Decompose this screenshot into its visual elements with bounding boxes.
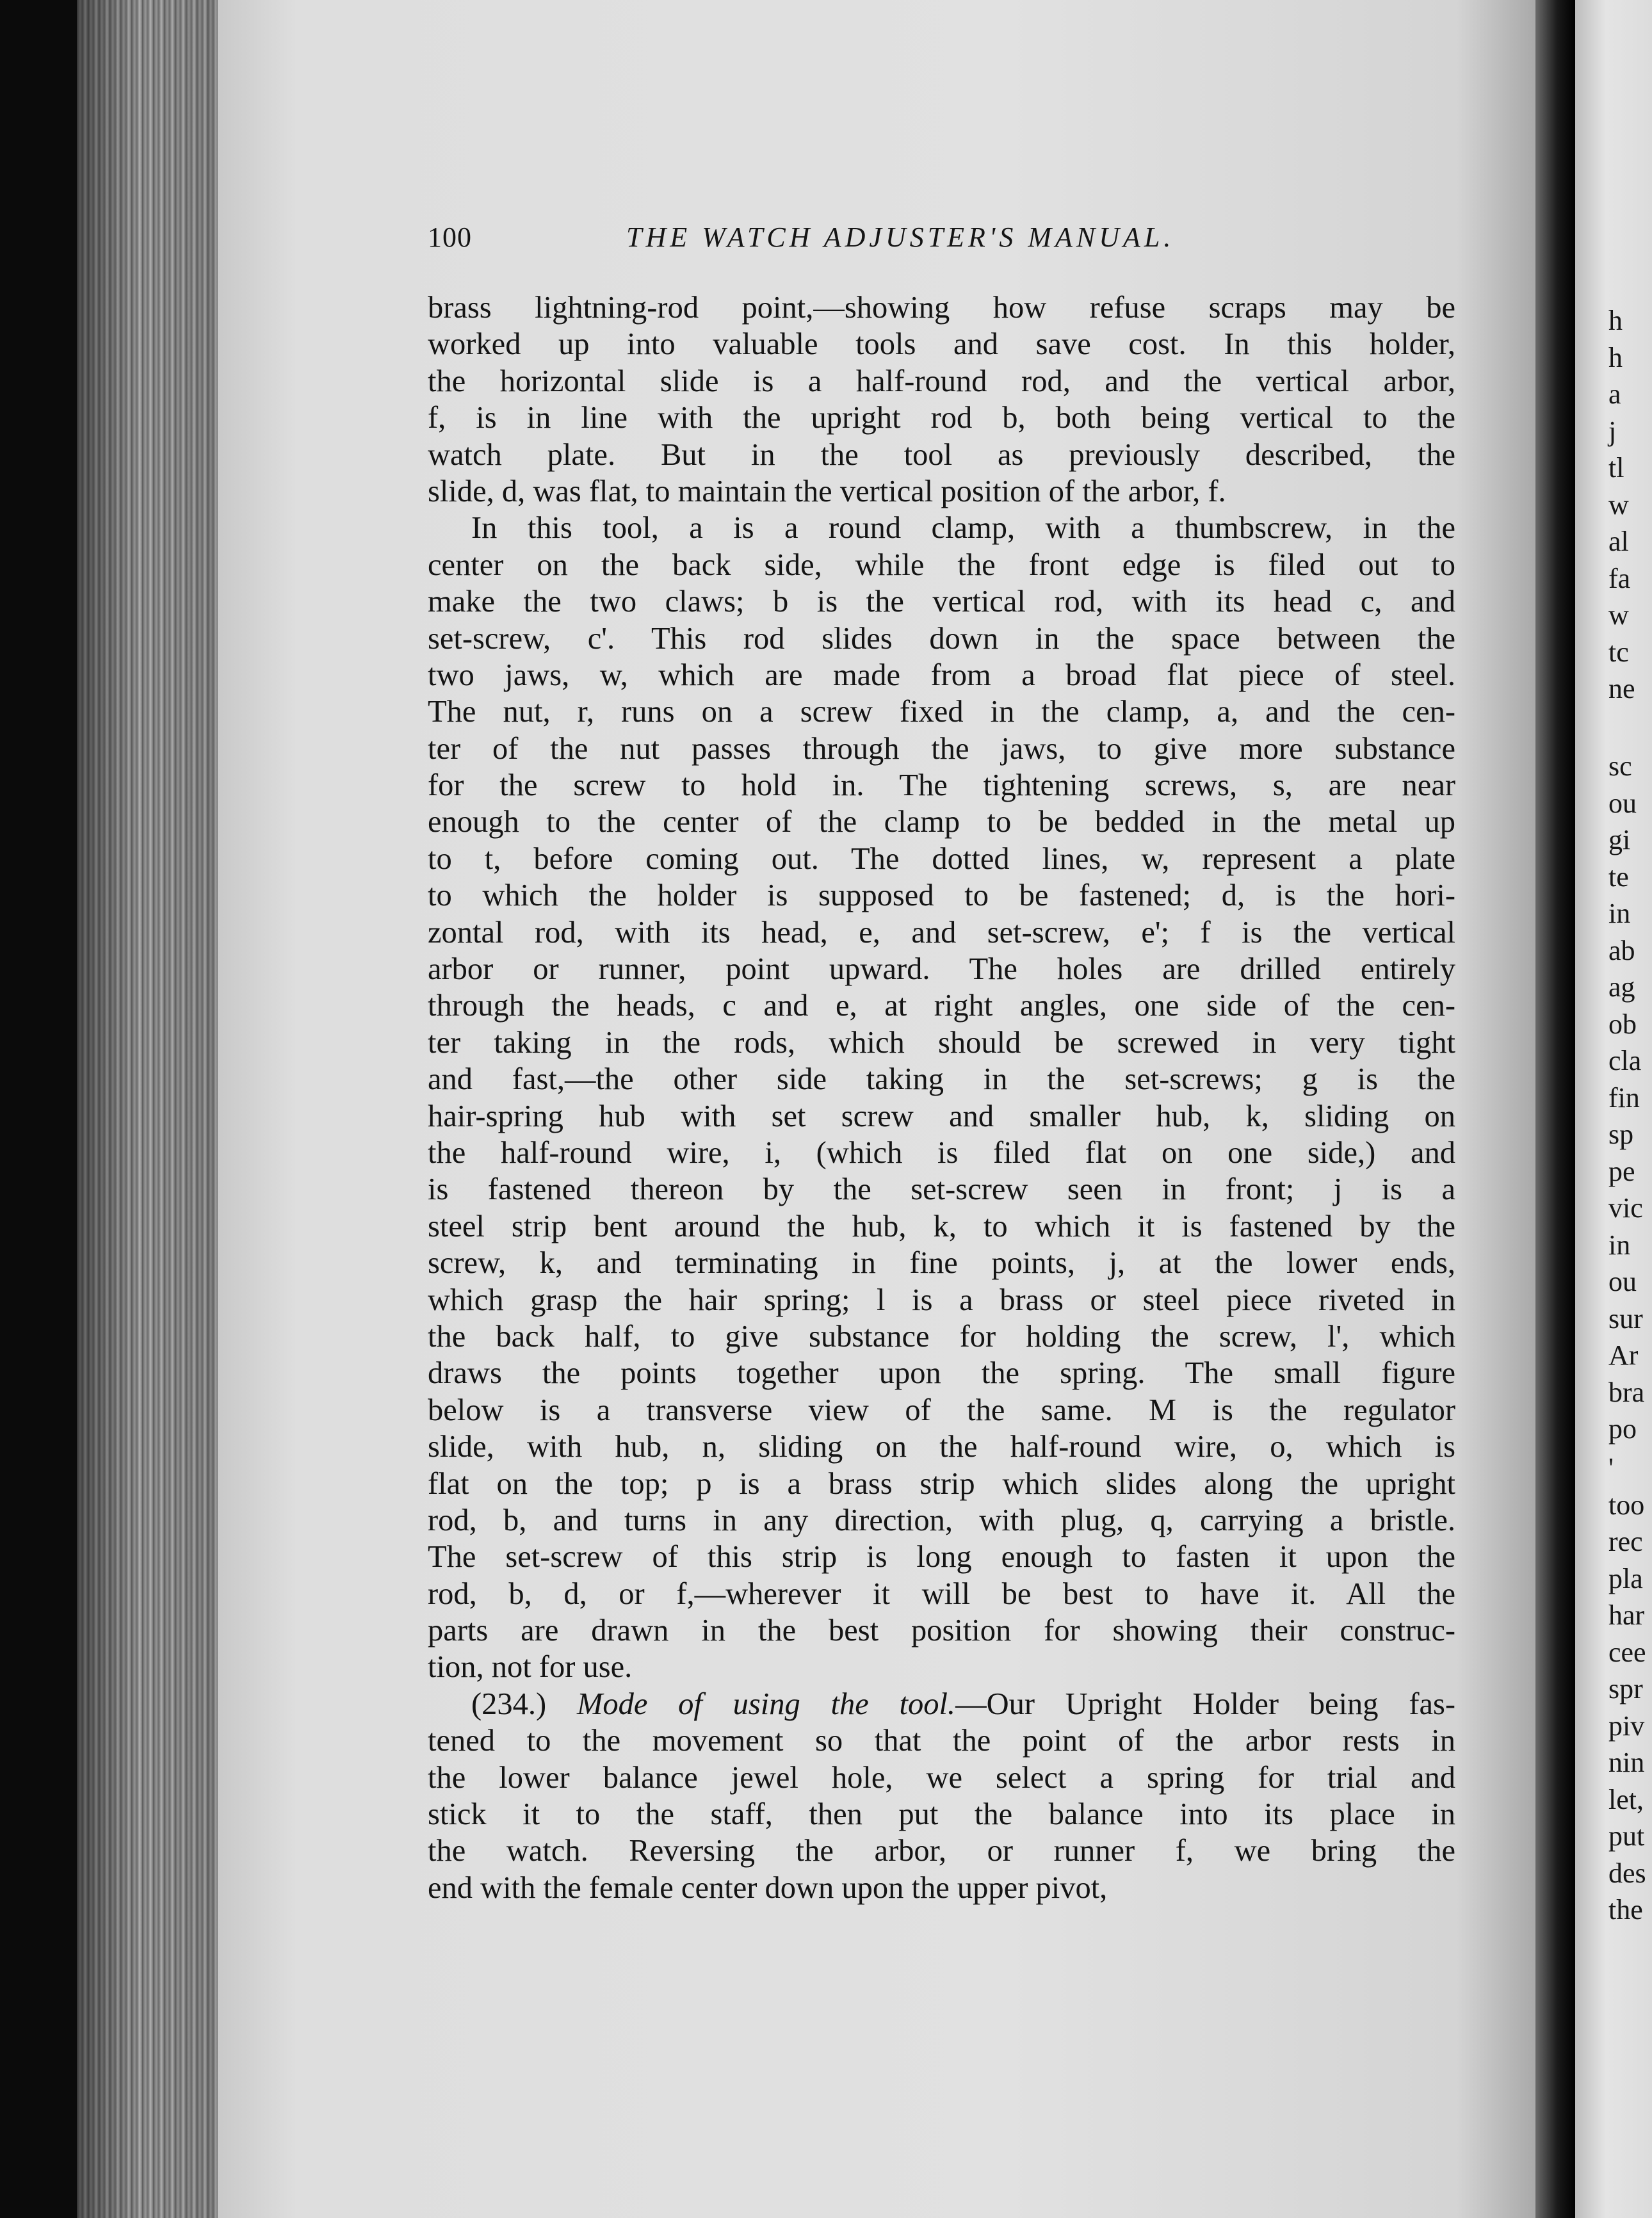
- text-line: set-screw, c'. This rod slides down in the space between the: [428, 621, 1455, 656]
- facing-page-fragments-top: [1608, 302, 1635, 708]
- facing-page-fragment: des: [1608, 1857, 1646, 1889]
- facing-page-fragment: in: [1608, 898, 1631, 929]
- facing-page-fragment: too: [1608, 1489, 1645, 1521]
- body-text: [428, 289, 1455, 1906]
- text-line: to t, before coming out. The dotted lines, w, represent a plate: [428, 841, 1455, 876]
- section-first-line-text: —Our Upright Holder being fas-: [955, 1687, 1456, 1721]
- text-line: tened to the movement so that the point of the arbor rests in: [428, 1724, 1455, 1758]
- text-line: arbor or runner, point upward. The holes are drilled entirely: [428, 952, 1455, 987]
- facing-page-fragment: cee: [1608, 1636, 1646, 1668]
- facing-page-fragment: pla: [1608, 1562, 1643, 1594]
- facing-page: [1575, 0, 1652, 2218]
- text-line: make the two claws; b is the vertical rod, with its head c, and: [428, 585, 1455, 619]
- text-line: the watch. Reversing the arbor, or runner f, we bring the: [428, 1834, 1455, 1868]
- facing-page-fragment: bra: [1608, 1376, 1645, 1408]
- facing-page-fragment: w: [1608, 599, 1629, 631]
- facing-page-fragment: tc: [1608, 636, 1629, 668]
- facing-page-fragment: vic: [1608, 1192, 1643, 1224]
- facing-page-fragment: fa: [1608, 562, 1631, 594]
- facing-page-fragment: pe: [1608, 1155, 1635, 1187]
- text-line: for the screw to hold in. The tightening screws, s, are near: [428, 768, 1455, 803]
- text-line: worked up into valuable tools and save cost. In this holder,: [428, 327, 1455, 362]
- facing-page-fragment: sp: [1608, 1119, 1634, 1150]
- running-head: [428, 221, 1464, 259]
- facing-page-fragment: nin: [1608, 1747, 1645, 1778]
- text-line: below is a transverse view of the same. M is the regulator: [428, 1393, 1455, 1427]
- section-first-line: [428, 1686, 1455, 1722]
- facing-page-fragment: sc: [1608, 750, 1632, 782]
- text-line: watch plate. But in the tool as previously described, the: [428, 437, 1455, 472]
- facing-page-fragment: rec: [1608, 1526, 1643, 1557]
- text-line: The nut, r, runs on a screw fixed in the clamp, a, and the cen-: [428, 695, 1455, 729]
- text-line: through the heads, c and e, at right angles, one side of the cen-: [428, 989, 1455, 1023]
- facing-page-fragment: al: [1608, 526, 1629, 557]
- facing-page-fragment: cla: [1608, 1045, 1642, 1076]
- facing-page-fragment: ou: [1608, 1266, 1637, 1297]
- section-heading: Mode of using the tool.: [576, 1687, 956, 1721]
- facing-page-fragment: j: [1608, 415, 1617, 447]
- text-line: end with the female center down upon the upper pivot,: [428, 1870, 1108, 1905]
- facing-page-fragment: piv: [1608, 1710, 1645, 1742]
- text-line: screw, k, and terminating in fine points, j, at the lower ends,: [428, 1246, 1455, 1281]
- text-line: rod, b, and turns in any direction, with plug, q, carrying a bristle.: [428, 1503, 1455, 1537]
- text-line: to which the holder is supposed to be fastened; d, is the hori-: [428, 878, 1455, 913]
- text-line: which grasp the hair spring; l is a brass or steel piece riveted in: [428, 1283, 1455, 1317]
- text-line: brass lightning-rod point,—showing how refuse scraps may be: [428, 291, 1455, 325]
- text-line: In this tool, a is a round clamp, with a thumbscrew, in the: [471, 511, 1455, 546]
- text-line: enough to the center of the clamp to be bedded in the metal up: [428, 805, 1455, 839]
- text-line: slide, d, was flat, to maintain the vertical position of the arbor, f.: [428, 474, 1226, 508]
- text-line: the lower balance jewel hole, we select a spring for trial and: [428, 1760, 1455, 1795]
- facing-page-fragment: ab: [1608, 934, 1635, 966]
- text-line: hair-spring hub with set screw and smaller hub, k, sliding on: [428, 1099, 1455, 1133]
- text-line: The set-screw of this strip is long enough to fasten it upon the: [428, 1540, 1455, 1574]
- text-line: f, is in line with the upright rod b, both being vertical to the: [428, 401, 1455, 435]
- facing-page-fragment: fin: [1608, 1081, 1640, 1113]
- facing-page-fragment: har: [1608, 1599, 1645, 1631]
- facing-page-fragment: ne: [1608, 673, 1635, 704]
- text-line: the half-round wire, i, (which is filed flat on one side,) and: [428, 1135, 1455, 1170]
- facing-page-fragment: te: [1608, 861, 1629, 893]
- text-line: tion, not for use.: [428, 1650, 633, 1685]
- paragraph-continuation: [428, 289, 1455, 510]
- page-title: THE WATCH ADJUSTER'S MANUAL.: [626, 222, 1175, 253]
- facing-page-fragment: in: [1608, 1229, 1631, 1261]
- book-gutter: [1535, 0, 1575, 2218]
- facing-page-fragment: put: [1608, 1820, 1645, 1852]
- text-line: is fastened thereon by the set-screw seen in front; j is a: [428, 1172, 1455, 1207]
- text-line: stick it to the staff, then put the balance into its place in: [428, 1797, 1455, 1832]
- text-line: rod, b, d, or f,—wherever it will be best to have it. All the: [428, 1576, 1455, 1611]
- paragraph-section-234: [428, 1686, 1455, 1906]
- text-line: and fast,—the other side taking in the set-screws; g is the: [428, 1062, 1455, 1097]
- facing-page-fragment: tl: [1608, 452, 1624, 483]
- facing-page-fragment: po: [1608, 1413, 1637, 1445]
- facing-page-fragment: h: [1608, 341, 1623, 373]
- facing-page-fragments-middle: [1608, 748, 1644, 1448]
- book-page-edges: [77, 0, 237, 2218]
- facing-page-fragment: ag: [1608, 971, 1635, 1003]
- section-number: (234.): [471, 1687, 547, 1721]
- facing-page-fragments-bottom: [1608, 1450, 1646, 1929]
- text-line: center on the back side, while the front edge is filed out to: [428, 547, 1455, 582]
- text-line: slide, with hub, n, sliding on the half-round wire, o, which is: [428, 1430, 1455, 1464]
- text-line: ter of the nut passes through the jaws, to give more substance: [428, 731, 1455, 766]
- text-line: zontal rod, with its head, e, and set-screw, e'; f is the vertical: [428, 915, 1455, 950]
- facing-page-fragment: ou: [1608, 787, 1637, 819]
- text-line: the back half, to give substance for holding the screw, l', which: [428, 1319, 1455, 1354]
- text-line: two jaws, w, which are made from a broad flat piece of steel.: [428, 658, 1455, 692]
- text-line: steel strip bent around the hub, k, to which it is fastened by the: [428, 1209, 1455, 1243]
- facing-page-fragment: let,: [1608, 1783, 1644, 1815]
- facing-page-fragment: sur: [1608, 1302, 1643, 1334]
- facing-page-fragment: ob: [1608, 1008, 1637, 1040]
- facing-page-fragment: gi: [1608, 824, 1631, 855]
- paragraph-tool-description: [428, 510, 1455, 1686]
- facing-page-fragment: the: [1608, 1894, 1643, 1925]
- text-line: draws the points together upon the spring. The small figure: [428, 1356, 1455, 1391]
- facing-page-fragment: w: [1608, 489, 1629, 521]
- text-line: the horizontal slide is a half-round rod, and the vertical arbor,: [428, 364, 1455, 398]
- text-line: flat on the top; p is a brass strip which slides along the upright: [428, 1466, 1455, 1501]
- text-line: ter taking in the rods, which should be screwed in very tight: [428, 1025, 1455, 1060]
- facing-page-fragment: h: [1608, 305, 1623, 336]
- facing-page-fragment: Ar: [1608, 1340, 1639, 1371]
- facing-page-fragment: spr: [1608, 1673, 1643, 1704]
- page-number: 100: [428, 222, 472, 253]
- text-line: parts are drawn in the best position for showing their construc-: [428, 1614, 1455, 1648]
- facing-page-fragment: a: [1608, 378, 1621, 410]
- facing-page-fragment: ': [1608, 1452, 1614, 1484]
